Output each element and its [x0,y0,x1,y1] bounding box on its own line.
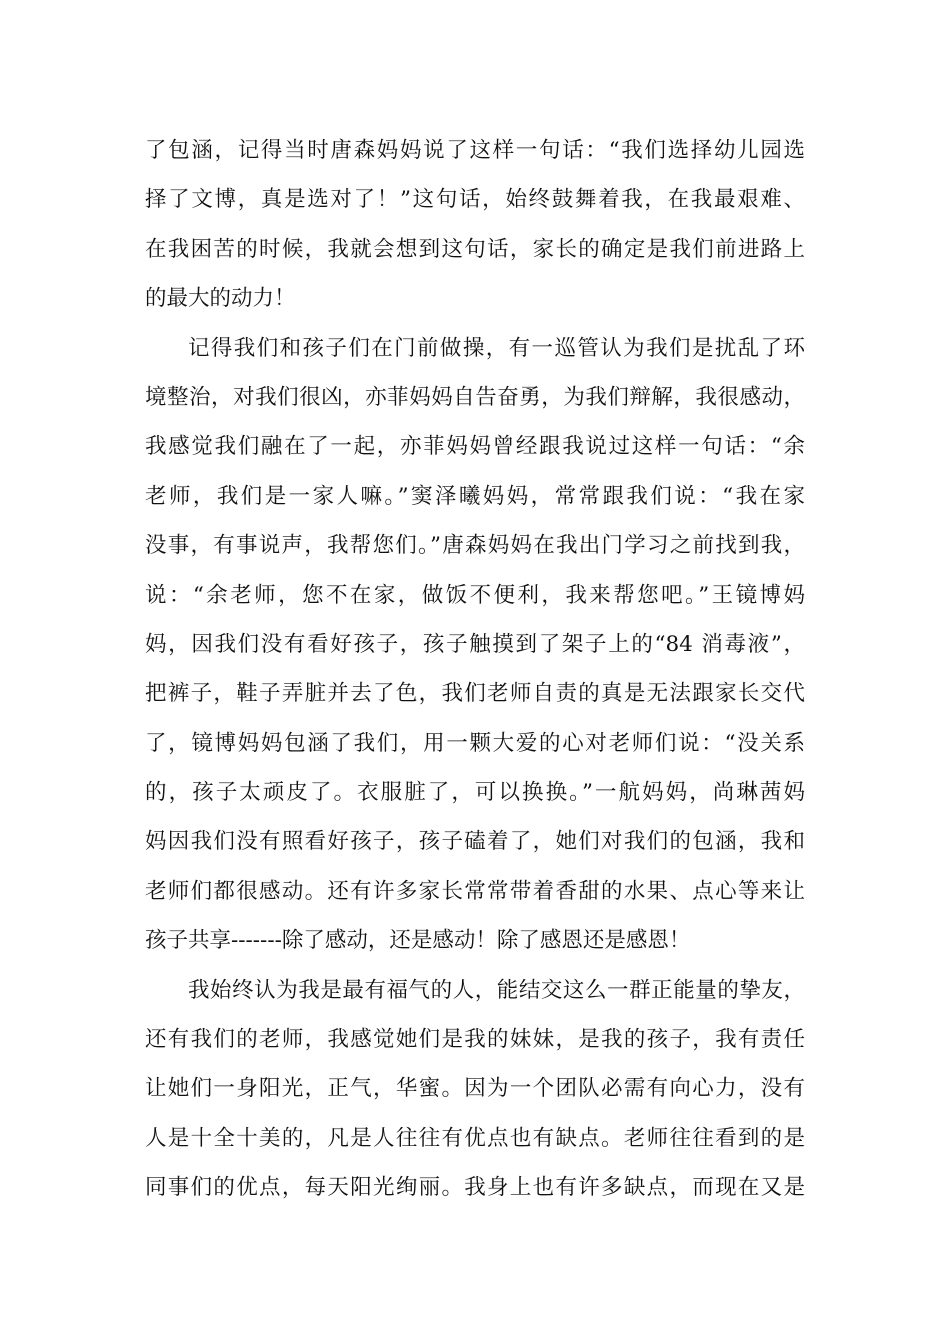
text-line: 还有我们的老师，我感觉她们是我的妹妹，是我的孩子，我有责任 [145,1027,805,1053]
text-line: 妈因我们没有照看好孩子，孩子磕着了，她们对我们的包涵，我和 [145,829,805,855]
text-line: 妈，因我们没有看好孩子，孩子触摸到了架子上的“84 消毒液”， [145,631,805,657]
text-line: 境整治，对我们很凶，亦菲妈妈自告奋勇，为我们辩解，我很感动， [145,384,805,410]
text-line: 择了文博，真是选对了！”这句话，始终鼓舞着我，在我最艰难、 [145,187,805,213]
text-line: 人是十全十美的，凡是人往往有优点也有缺点。老师往往看到的是 [145,1125,805,1151]
text-line: 孩子共享-------除了感动，还是感动！除了感恩还是感恩！ [145,928,691,954]
text-line: 说：“余老师，您不在家，做饭不便利，我来帮您吧。”王镜博妈 [145,582,805,608]
text-line: 同事们的优点，每天阳光绚丽。我身上也有许多缺点，而现在又是 [145,1175,805,1201]
text-line: 没事，有事说声，我帮您们。”唐森妈妈在我出门学习之前找到我， [145,533,805,559]
text-line: 记得我们和孩子们在门前做操，有一巡管认为我们是扰乱了环 [188,335,805,361]
text-line: 了包涵，记得当时唐森妈妈说了这样一句话：“我们选择幼儿园选 [145,138,805,163]
text-line: 老师们都很感动。还有许多家长常常带着香甜的水果、点心等来让 [145,878,805,904]
text-line: 的最大的动力！ [145,286,296,312]
text-line: 的，孩子太顽皮了。衣服脏了，可以换换。”一航妈妈，尚琳茜妈 [145,780,805,806]
text-line: 我感觉我们融在了一起，亦菲妈妈曾经跟我说过这样一句话：“余 [145,434,805,460]
text-line: 我始终认为我是最有福气的人，能结交这么一群正能量的挚友， [188,977,805,1003]
text-line: 把裤子，鞋子弄脏并去了色，我们老师自责的真是无法跟家长交代 [145,681,805,707]
text-line: 老师，我们是一家人嘛。”窦泽曦妈妈，常常跟我们说：“我在家 [145,483,805,509]
text-line: 了，镜博妈妈包涵了我们，用一颗大爱的心对老师们说：“没关系 [145,730,805,756]
text-line: 让她们一身阳光，正气，华蜜。因为一个团队必需有向心力，没有 [145,1076,805,1102]
text-line: 在我困苦的时候，我就会想到这句话，家长的确定是我们前进路上 [145,236,805,262]
body-text [145,126,805,1213]
